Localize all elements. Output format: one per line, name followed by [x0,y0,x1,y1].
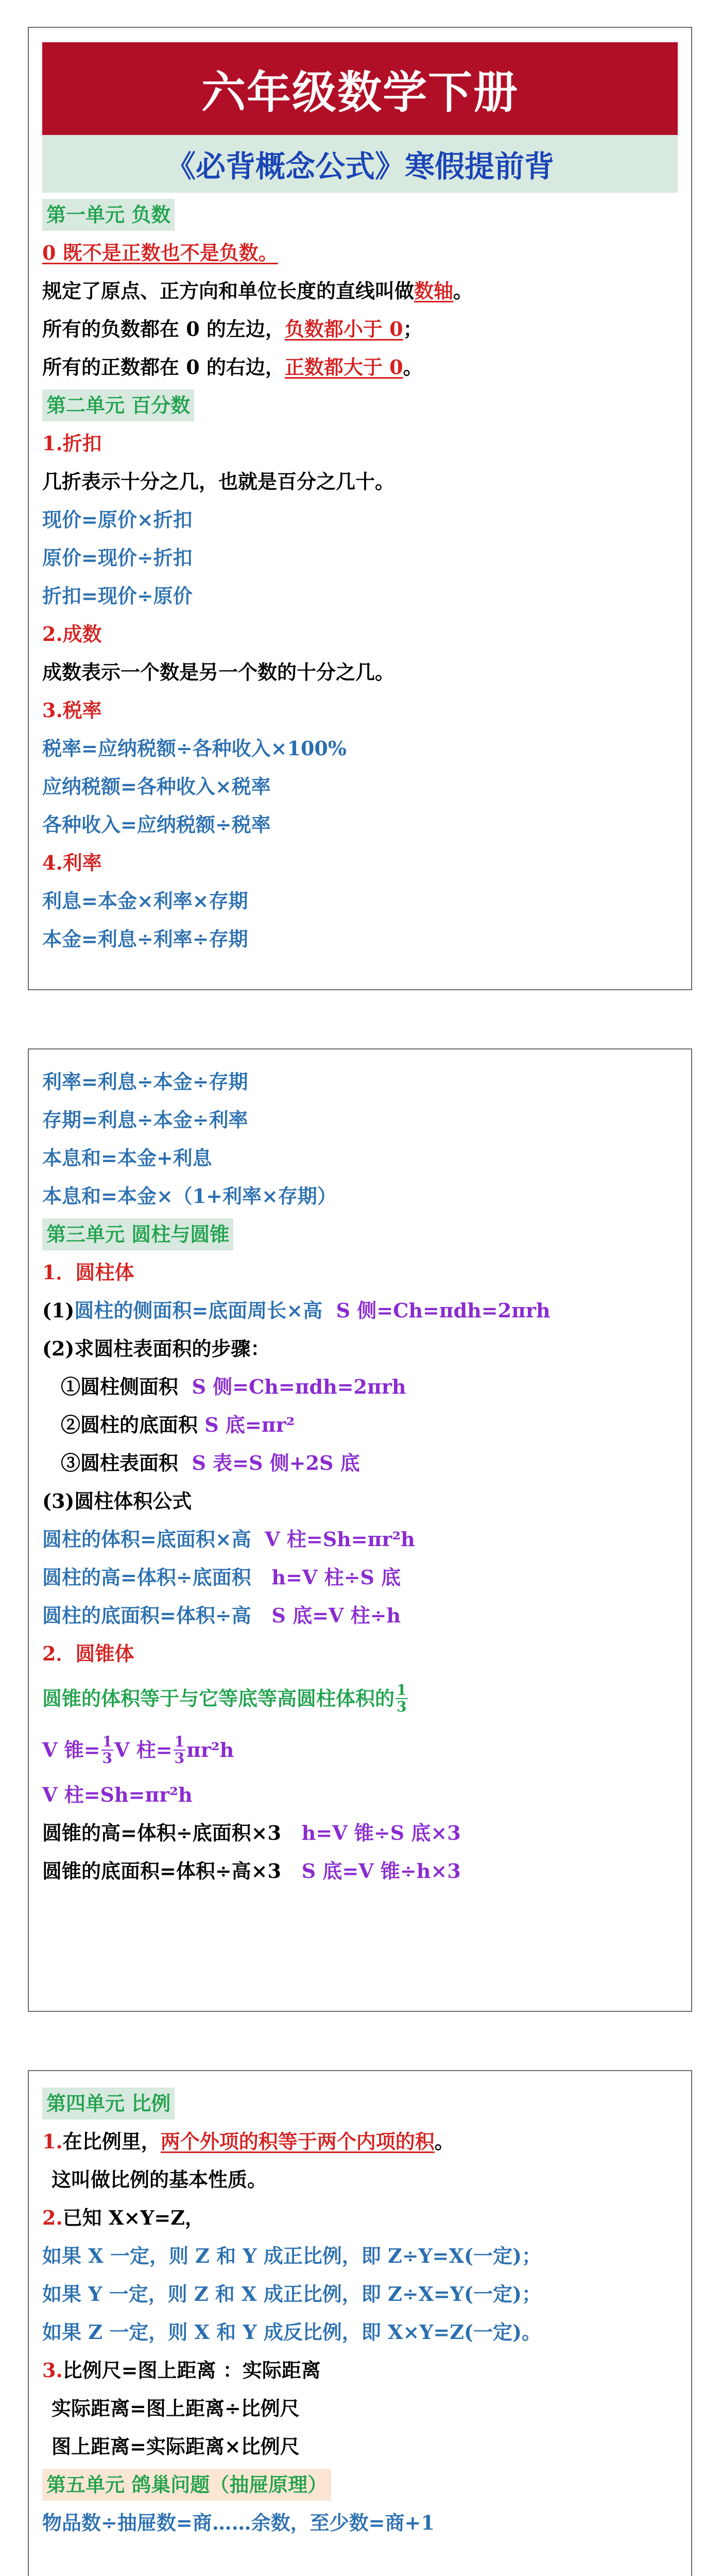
cylinder-volume-2: 圆柱的高=体积÷底面积 h=V 柱÷S 底 [42,1566,401,1589]
cylinder-volume-1: 圆柱的体积=底面积×高 V 柱=Sh=πr²h [42,1528,415,1551]
unit1-line2: 规定了原点、正方向和单位长度的直线叫做数轴。 [42,279,473,302]
unit2-title: 第二单元 百分数 [42,389,194,421]
cylinder-volume-3: 圆柱的底面积=体积÷高 S 底=V 柱÷h [42,1604,401,1627]
cylinder-surface-steps: (2)求圆柱表面积的步骤： [42,1337,270,1360]
page-2-content [29,1049,691,1890]
scale-definition: 3.比例尺=图上距离 ：实际距离 [42,2359,321,2382]
chengshu-definition: 成数表示一个数是另一个数的十分之几。 [42,660,395,684]
interest-formula-5: 本息和=本金+利息 [42,1146,212,1170]
ratio-rule-2: 如果 Y 一定，则 Z 和 X 成正比例，即 Z÷X=Y(一定)； [42,2282,541,2306]
cylinder-volume-heading: (3)圆柱体积公式 [42,1489,192,1513]
page-2 [28,1048,692,2012]
given-xyz: 2.已知 X×Y=Z， [42,2206,204,2229]
pigeonhole-formula: 物品数÷抽屉数=商……余数，至少数=商+1 [42,2511,435,2534]
negative-rule: 负数都小于 0 [284,317,403,341]
page-3 [28,2070,692,2576]
page-title: 六年级数学下册 [42,42,678,135]
discount-formula-1: 现价=原价×折扣 [42,508,193,531]
tax-heading: 3.税率 [42,699,102,722]
property-highlight: 两个外项的积等于两个内项的积 [160,2130,435,2153]
unit4-title: 第四单元 比例 [42,2088,175,2120]
cylinder-volume-ref: V 柱=Sh=πr²h [42,1783,193,1806]
discount-formula-3: 折扣=现价÷原价 [42,584,193,607]
step-total: ③圆柱表面积 S 表=S 侧+2S 底 [61,1451,360,1475]
interest-formula-4: 存期=利息÷本金÷利率 [42,1108,248,1131]
unit5-title: 第五单元 鸽巢问题（抽屉原理） [42,2469,331,2501]
discount-definition: 几折表示十分之几，也就是百分之几十。 [42,470,395,493]
step-lateral: ①圆柱侧面积 S 侧=Ch=πdh=2πrh [61,1375,406,1398]
scale-formula-1: 实际距离=图上距离÷比例尺 [52,2397,300,2420]
page-1-content [29,193,691,958]
cone-heading: 2．圆锥体 [42,1642,134,1665]
unit1-title: 第一单元 负数 [42,199,175,231]
cylinder-lateral: (1)圆柱的侧面积=底面周长×高 S 侧=Ch=πdh=2πrh [42,1299,551,1322]
tax-formula-3: 各种收入=应纳税额÷税率 [42,813,271,836]
page-subtitle: 《必背概念公式》寒假提前背 [42,135,678,193]
unit1-line1: 0 既不是正数也不是负数。 [42,241,278,264]
proportion-property-note: 这叫做比例的基本性质。 [52,2168,267,2191]
discount-heading: 1.折扣 [42,432,102,455]
tax-formula-2: 应纳税额=各种收入×税率 [42,775,271,798]
scale-formula-2: 图上距离=实际距离×比例尺 [52,2435,300,2458]
tax-formula-1: 税率=应纳税额÷各种收入×100% [42,737,347,760]
interest-formula-2: 本金=利息÷利率÷存期 [42,927,248,951]
ratio-rule-3: 如果 Z 一定，则 X 和 Y 成反比例，即 X×Y=Z(一定)。 [42,2320,541,2344]
cylinder-heading: 1．圆柱体 [42,1261,134,1284]
page-3-content [29,2071,691,2542]
step-base: ②圆柱的底面积 S 底=πr² [61,1413,295,1436]
interest-formula-6: 本息和=本金×（1+利率×存期） [42,1184,337,1208]
positive-rule: 正数都大于 0 [284,355,403,379]
cone-volume-formula: V 锥= $\frac{1}{3}$ V 柱= $\frac{1}{3}$ πr²h [42,1733,234,1767]
discount-formula-2: 原价=现价÷折扣 [42,546,193,569]
number-line-term: 数轴 [414,279,454,302]
unit1-line3: 所有的负数都在 0 的左边，负数都小于 0； [42,317,423,341]
chengshu-heading: 2.成数 [42,622,102,646]
page-1 [28,27,692,990]
proportion-property: 1.在比例里，两个外项的积等于两个内项的积。 [42,2130,454,2153]
interest-formula-3: 利率=利息÷本金÷存期 [42,1070,248,1093]
ratio-rule-1: 如果 X 一定，则 Z 和 Y 成正比例，即 Z÷Y=X(一定)； [42,2244,541,2267]
fraction-one-third: $\frac{1}{3}$ [397,1681,407,1715]
cone-definition: 圆锥的体积等于与它等底等高圆柱体积的 $\frac{1}{3}$ [42,1681,407,1715]
interest-formula-1: 利息=本金×利率×存期 [42,889,248,912]
cone-base-formula: 圆锥的底面积=体积÷高×3 S 底=V 锥÷h×3 [42,1859,461,1883]
cone-height-formula: 圆锥的高=体积÷底面积×3 h=V 锥÷S 底×3 [42,1821,461,1844]
unit3-title: 第三单元 圆柱与圆锥 [42,1218,233,1250]
interest-heading: 4.利率 [42,851,102,874]
unit1-line4: 所有的正数都在 0 的右边，正数都大于 0。 [42,355,423,379]
